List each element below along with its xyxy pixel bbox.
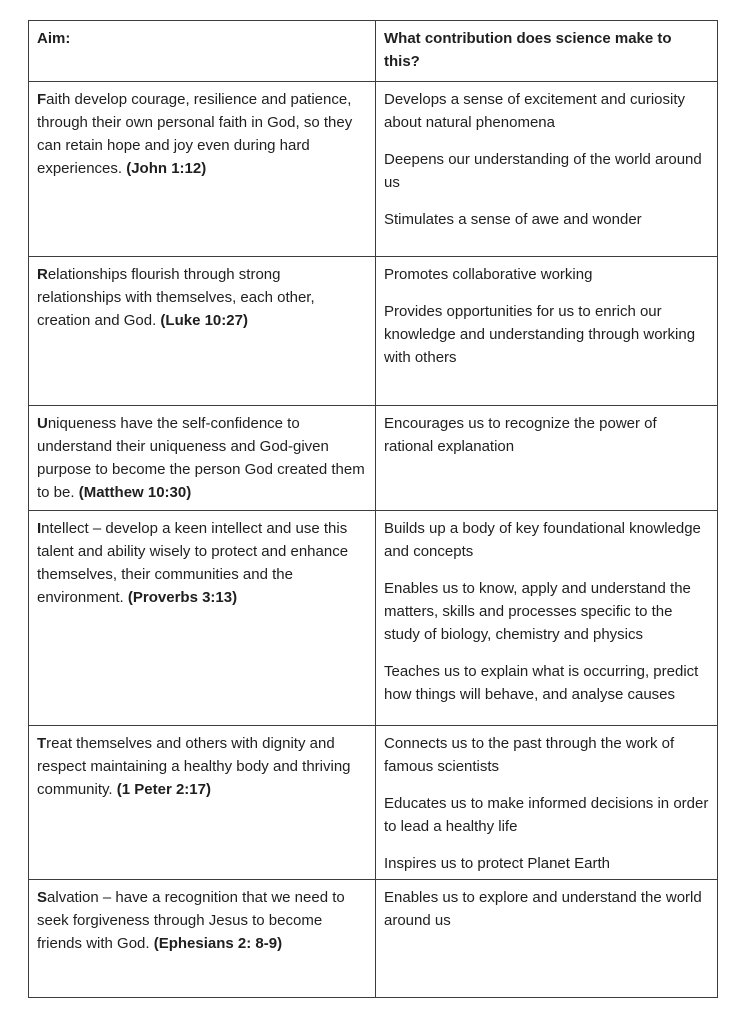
aim-body-text: alvation – have a recognition that we need to seek forgiveness through Jesus to become friends with God. xyxy=(37,889,345,952)
table-header-row xyxy=(29,21,717,81)
aim-cell-uniqueness xyxy=(29,406,376,510)
contribution-paragraph: Provides opportunities for us to enrich our knowledge and understanding through working with others xyxy=(384,303,696,366)
scripture-reference: (Proverbs 3:13) xyxy=(127,589,238,606)
scripture-reference: (Luke 10:27) xyxy=(160,312,248,329)
contribution-paragraph: Deepens our understanding of the world around us xyxy=(384,151,702,191)
contribution-paragraph: Builds up a body of key foundational knowledge and concepts xyxy=(384,520,701,560)
contribution-header-label: What contribution does science make to this? xyxy=(384,30,672,70)
contribution-paragraph: Enables us to explore and understand the world around us xyxy=(384,889,702,929)
table-row-faith xyxy=(29,81,717,256)
aim-text xyxy=(37,732,367,801)
aim-body-text: reat themselves and others with dignity and respect maintaining a healthy body and thriving community. xyxy=(37,735,351,798)
aim-lead-letter: U xyxy=(37,415,48,432)
contribution-paragraph: Educates us to make informed decisions in order to lead a healthy life xyxy=(384,795,709,835)
scripture-reference: (1 Peter 2:17) xyxy=(116,781,211,798)
contribution-paragraph: Inspires us to protect Planet Earth xyxy=(384,855,610,872)
aim-cell-treat xyxy=(29,726,376,879)
aim-text xyxy=(37,263,367,332)
aim-body-text: elationships flourish through strong relationships with themselves, each other, creation and God. xyxy=(37,266,315,329)
contribution-cell-faith xyxy=(376,82,717,256)
aim-text xyxy=(37,412,367,504)
scripture-reference: (John 1:12) xyxy=(126,160,207,177)
table-row-intellect xyxy=(29,510,717,725)
contribution-cell-intellect xyxy=(376,511,717,725)
aim-text xyxy=(37,886,367,955)
contribution-paragraph: Connects us to the past through the work of famous scientists xyxy=(384,735,675,775)
aim-cell-relationships xyxy=(29,257,376,405)
aim-lead-letter: R xyxy=(37,266,48,283)
contribution-paragraph: Promotes collaborative working xyxy=(384,266,593,283)
contribution-paragraph: Teaches us to explain what is occurring, predict how things will behave, and analyse causes xyxy=(384,663,699,703)
aim-text xyxy=(37,88,367,180)
aim-text xyxy=(37,517,367,609)
contribution-paragraph: Develops a sense of excitement and curiosity about natural phenomena xyxy=(384,91,685,131)
header-cell-aim xyxy=(29,21,376,81)
aim-cell-intellect xyxy=(29,511,376,725)
table-row-treat xyxy=(29,725,717,879)
contribution-paragraph: Stimulates a sense of awe and wonder xyxy=(384,211,642,228)
contribution-cell-uniqueness xyxy=(376,406,717,510)
aim-cell-faith xyxy=(29,82,376,256)
aim-body-text: aith develop courage, resilience and patience, through their own personal faith in God, so they can retain hope and joy even during hard experiences. xyxy=(37,91,353,177)
aim-body-text: ntellect – develop a keen intellect and use this talent and ability wisely to protect and enhance themselves, their communities and the environment. xyxy=(37,520,349,606)
aim-lead-letter: I xyxy=(37,520,42,537)
aim-lead-letter: T xyxy=(37,735,47,752)
aim-header-label: Aim: xyxy=(37,30,71,47)
table-row-salvation xyxy=(29,879,717,997)
contribution-paragraph: Encourages us to recognize the power of rational explanation xyxy=(384,415,657,455)
contribution-paragraph: Enables us to know, apply and understand the matters, skills and processes specific to the study of biology, chemistry and physics xyxy=(384,580,691,643)
aim-body-text: niqueness have the self-confidence to understand their uniqueness and God-given purpose to become the person God created them to be. xyxy=(37,415,365,501)
scripture-reference: (Ephesians 2: 8-9) xyxy=(153,935,283,952)
contribution-cell-salvation xyxy=(376,880,717,997)
aim-lead-letter: F xyxy=(37,91,47,108)
header-cell-contribution xyxy=(376,21,717,81)
table-row-relationships xyxy=(29,256,717,405)
aim-cell-salvation xyxy=(29,880,376,997)
contribution-cell-relationships xyxy=(376,257,717,405)
contribution-cell-treat xyxy=(376,726,717,879)
table-row-uniqueness xyxy=(29,405,717,510)
scripture-reference: (Matthew 10:30) xyxy=(78,484,192,501)
aims-science-table xyxy=(28,20,718,998)
aim-lead-letter: S xyxy=(37,889,48,906)
